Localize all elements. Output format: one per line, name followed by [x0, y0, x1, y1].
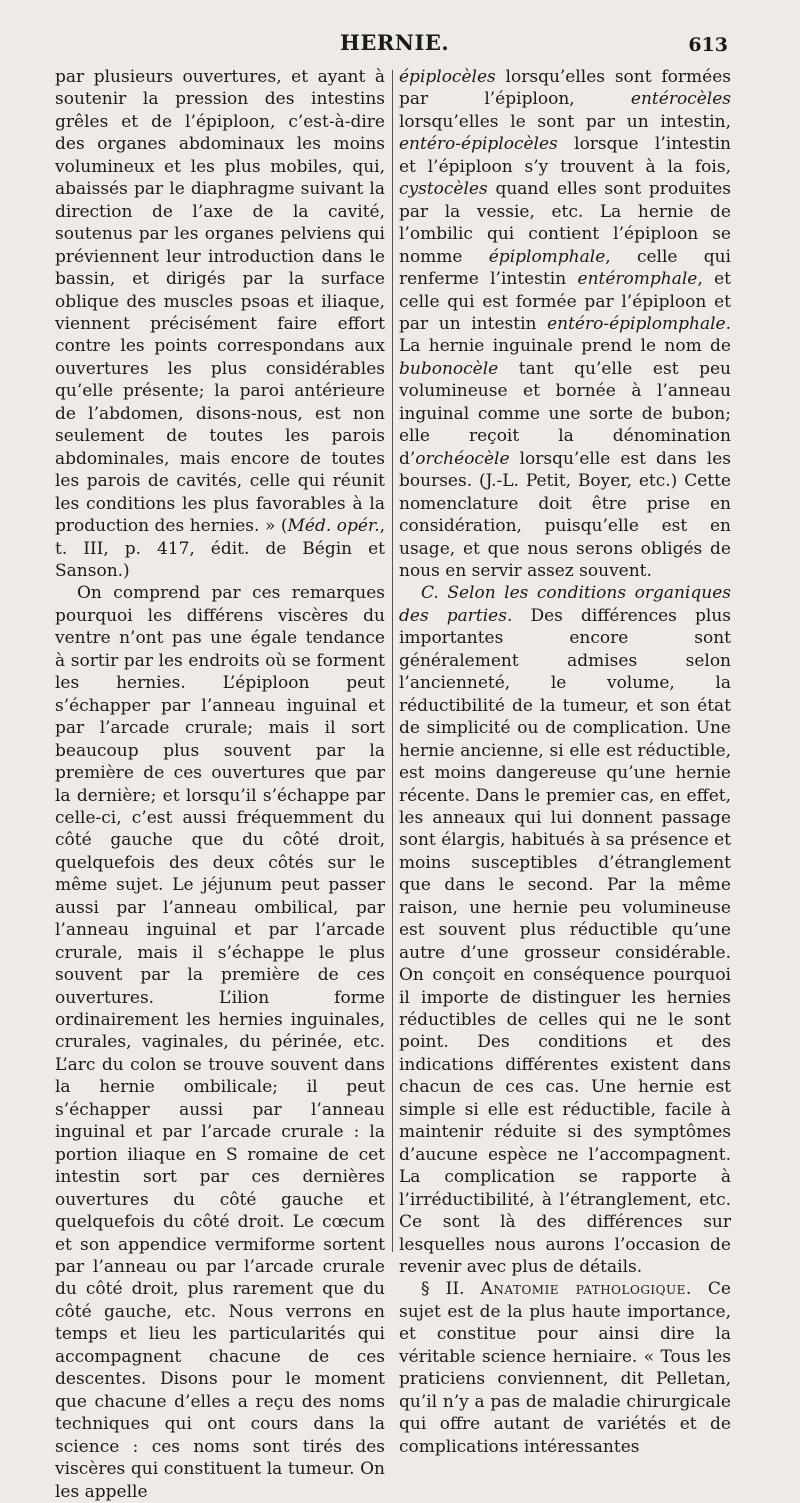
- text-run: lorsqu’elles le sont par un intestin,: [399, 111, 731, 132]
- text-run: lorsqu’elles sont formées par l’épiploon,: [399, 67, 731, 110]
- term: bubonocèle: [399, 358, 499, 379]
- text-run: Ce sujet est de la plus haute importance, et constitue pour ainsi dire la véritable science herniaire. « Tous les praticiens conviennent, dit Pelletan, qu’il n’y a pas de maladie chirurgicale qui offre autant de variétés et de complications intéressantes: [399, 1279, 731, 1457]
- term: entéro-épiplomphale: [547, 313, 726, 334]
- term: épiplocèles: [399, 67, 496, 87]
- term: épiplomphale: [488, 246, 606, 267]
- section-heading: Anatomie pathologique.: [480, 1279, 692, 1300]
- text-run: Des différences plus importantes encore sont généralement admises selon l’ancienneté, le volume, la réductibilité de la tumeur, et son état de simplicité ou de complication. Une hernie ancienne, si elle est réductible, est moins dangereuse qu’une hernie récente. Dans le premier cas, en effet, les anneaux qui lui donnent passage sont élargis, habitués à sa présence et moins susceptibles d’étranglement que dans le second. Par la même raison, une hernie peu volumineuse est souvent plus réductible qu’une autre d’une grosseur considérable. On conçoit en conséquence pourquoi il importe de distinguer les hernies réductibles de celles qui ne le sont point. Des conditions et des indications différentes existent dans chacun de ces cas. Une hernie est simple si elle est réductible, facile à maintenir réduite si des symptômes d’aucune espèce ne l’accompagnent. La complication se rapporte à l’irréductibilité, à l’étranglement, etc. Ce sont là des différences sur lesquelles nous aurons l’occasion de revenir avec plus de détails.: [399, 605, 731, 1278]
- text-run: , et celle qui est formée par l’épiploon et par un intestin: [399, 269, 731, 334]
- paragraph: [55, 66, 385, 582]
- text-run: , t. III, p. 417, édit. de Bégin et Sanson.): [55, 516, 386, 581]
- text-run: . La hernie inguinale prend le nom de: [399, 313, 731, 357]
- text-run: quand elles sont produites par la vessie, etc. La hernie de l’ombilic qui contient l’épiploon se nomme: [399, 179, 731, 267]
- term: orchéocèle: [415, 448, 510, 469]
- text-run: , celle qui renferme l’intestin: [399, 246, 731, 290]
- text-run: lorsque l’intestin et l’épiploon s’y trouvent à la fois,: [399, 134, 731, 177]
- page-number: 613: [688, 34, 728, 56]
- term: entéro-épiplocèles: [399, 134, 558, 155]
- text-run: lorsqu’elle est dans les bourses. (J.-L. Petit, Boyer, etc.) Cette nomenclature doit être prise en considération, puisqu’elle est en usage, et que nous serons obligés de nous en servir assez souvent.: [399, 448, 731, 581]
- running-title: HERNIE.: [340, 30, 450, 55]
- right-column: [399, 66, 731, 1457]
- term: cystocèles: [399, 179, 488, 200]
- paragraph: On comprend par ces remarques pourquoi les différens viscères du ventre n’ont pas une égale tendance à sortir par les endroits où se forment les hernies. L’épiploon peut s’échapper par l’anneau inguinal et par l’arcade crurale; mais il sort beaucoup plus souvent par la première de ces ouvertures que par la dernière; et lorsqu’il s’échappe par celle-ci, c’est aussi fréquemment du côté gauche que du côté droit, quelquefois des deux côtés sur le même sujet. Le jéjunum peut passer aussi par l’anneau ombilical, par l’anneau inguinal et par l’arcade crurale, mais il s’échappe le plus souvent par la première de ces ouvertures. L’ilion forme ordinairement les hernies inguinales, crurales, vaginales, du périnée, etc. L’arc du colon se trouve souvent dans la hernie ombilicale; il peut s’échapper aussi par l’anneau inguinal et par l’arcade crurale : la portion iliaque en S romaine de cet intestin sort par ces dernières ouvertures du côté gauche et quelquefois du côté droit. Le cœcum et son appendice vermiforme sortent par l’anneau ou par l’arcade crurale du côté droit, plus rarement que du côté gauche, etc. Nous verrons en temps et lieu les particularités qui accompagnent chacune de ces descentes. Disons pour le moment que chacune d’elles a reçu des noms techniques qui ont cours dans la science : ces noms sont tirés des viscères qui constituent la tumeur. On les appelle: [55, 583, 385, 1502]
- citation-title: Méd. opér.: [287, 516, 380, 537]
- paragraph: [399, 66, 731, 582]
- text-run: tant qu’elle est peu volumineuse et bornée à l’anneau inguinal comme une sorte de bubon; elle reçoit la dénomination d’: [399, 358, 731, 469]
- term: entéromphale: [577, 269, 698, 290]
- section-number: § II.: [421, 1279, 465, 1300]
- page-header: [0, 30, 800, 64]
- paragraph: [399, 1278, 731, 1458]
- paragraph: [399, 582, 731, 1278]
- column-rule: [392, 70, 393, 1252]
- term: entérocèles: [630, 89, 731, 110]
- section-heading: C. Selon les conditions organiques des parties.: [399, 583, 731, 626]
- left-column: [55, 66, 386, 1502]
- text-run: par plusieurs ouvertures, et ayant à soutenir la pression des intestins grêles et de l’épiploon, c’est-à-dire des organes abdominaux les moins volumineux et les plus mobiles, qui, abaissés par le diaphragme suivant la direction de l’axe de la cavité, soutenus par les organes pelviens qui préviennent leur introduction dans le bassin, et dirigés par la surface oblique des muscles psoas et iliaque, viennent précisément faire effort contre les points correspondans aux ouvertures les plus considérables qu’elle présente; la paroi antérieure de l’abdomen, disons-nous, est non seulement de toutes les parois abdominales, mais encore de toutes les parois de cavités, celle qui réunit les conditions les plus favorables à la production des hernies. » (: [55, 67, 385, 537]
